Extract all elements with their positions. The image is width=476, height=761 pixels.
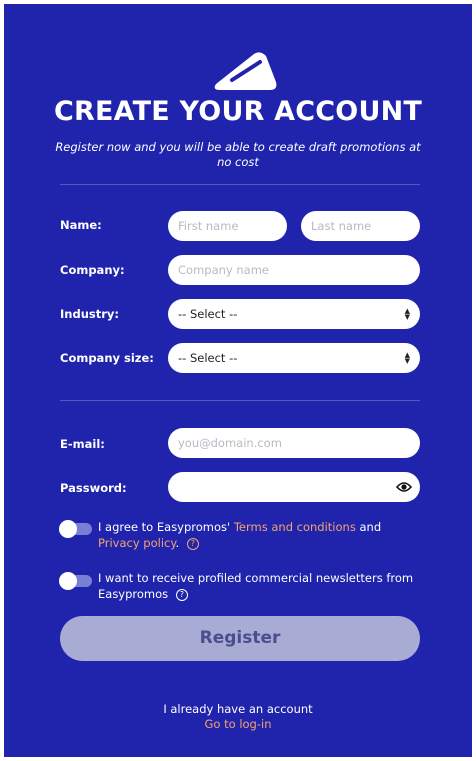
last-name-input[interactable]: [301, 211, 420, 241]
privacy-suffix: .: [175, 536, 180, 550]
toggle-knob: [59, 520, 77, 538]
industry-select[interactable]: [168, 299, 420, 329]
company-size-select[interactable]: [168, 343, 420, 373]
email-label: E-mail:: [60, 437, 105, 451]
page-title: CREATE YOUR ACCOUNT: [54, 96, 422, 127]
name-label: Name:: [60, 218, 102, 232]
privacy-link[interactable]: Privacy policy: [98, 536, 176, 550]
company-label: Company:: [60, 263, 125, 277]
register-button[interactable]: Register: [60, 616, 420, 661]
terms-toggle[interactable]: [60, 523, 92, 535]
newsletter-text: I want to receive profiled commercial newsletters from Easypromos: [98, 571, 414, 601]
register-panel: [4, 4, 472, 757]
divider: [60, 184, 420, 185]
industry-selected-value: -- Select --: [178, 307, 238, 321]
password-field-wrapper: [168, 472, 420, 502]
email-input[interactable]: [168, 428, 420, 458]
easypromos-logo-icon: [210, 50, 278, 94]
question-icon[interactable]: ?: [176, 589, 188, 601]
industry-label: Industry:: [60, 307, 119, 321]
company-size-label: Company size:: [60, 351, 154, 365]
password-label: Password:: [60, 481, 127, 495]
divider: [60, 400, 420, 401]
company-input[interactable]: [168, 255, 420, 285]
newsletter-toggle[interactable]: [60, 575, 92, 587]
newsletter-consent-text: [98, 570, 418, 602]
toggle-knob: [59, 572, 77, 590]
company-size-selected-value: -- Select --: [178, 351, 238, 365]
select-arrows-icon: ▲ ▼: [404, 351, 410, 365]
login-link-wrapper: [4, 717, 472, 731]
password-input[interactable]: [168, 472, 420, 502]
page-subtitle: Register now and you will be able to create draft promotions at no cost: [55, 140, 421, 169]
terms-and: and: [355, 520, 382, 534]
eye-icon[interactable]: [396, 481, 412, 493]
terms-consent-text: [98, 519, 418, 551]
terms-link[interactable]: Terms and conditions: [233, 520, 356, 534]
go-to-login-link[interactable]: Go to log-in: [204, 717, 272, 731]
first-name-input[interactable]: [168, 211, 287, 241]
have-account-text: I already have an account: [163, 702, 313, 716]
terms-prefix: I agree to Easypromos': [98, 520, 234, 534]
question-icon[interactable]: ?: [187, 538, 199, 550]
select-arrows-icon: ▲ ▼: [404, 307, 410, 321]
